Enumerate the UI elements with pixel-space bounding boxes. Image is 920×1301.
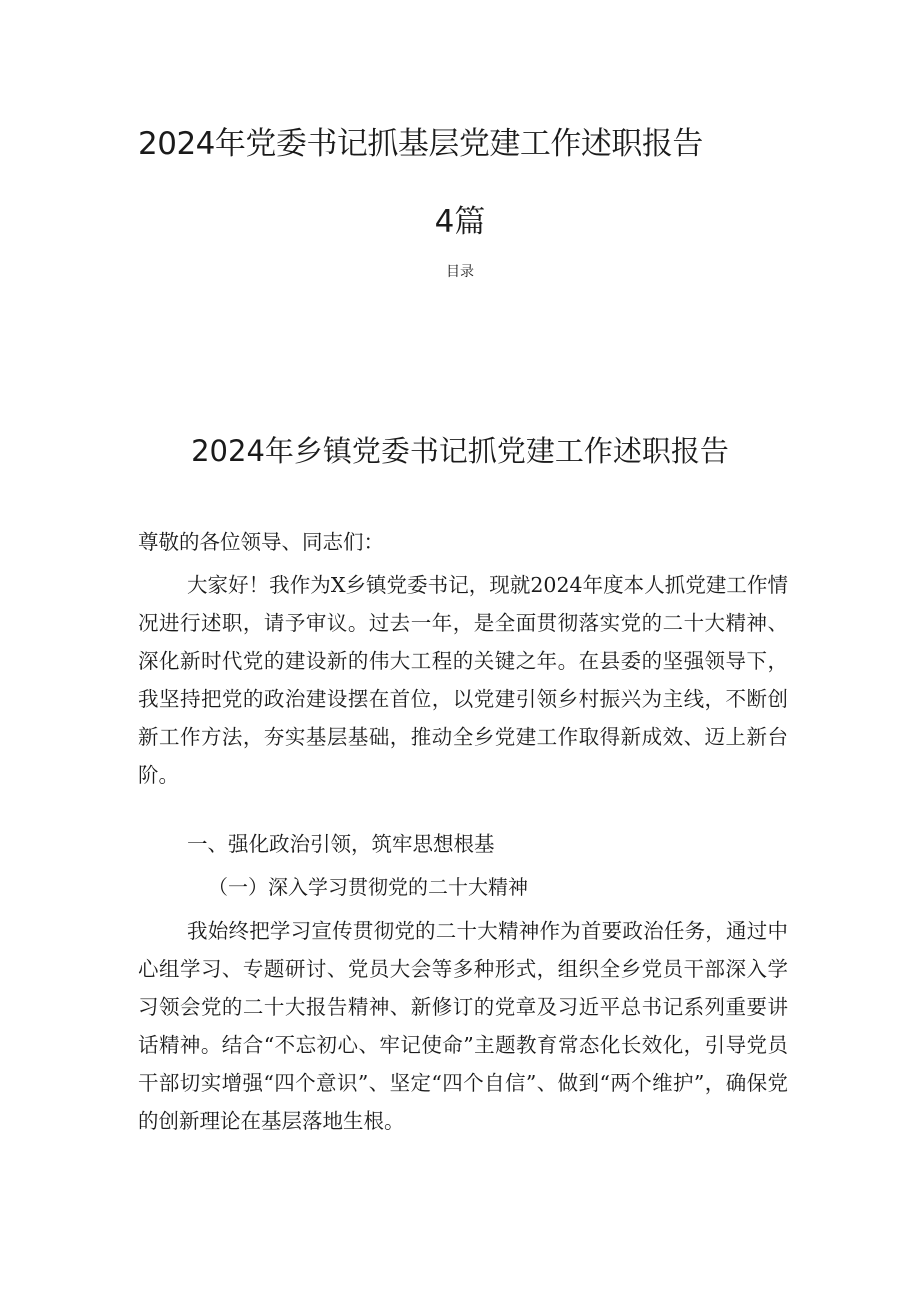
section-heading: 一、强化政治引领，筑牢思想根基 bbox=[187, 832, 495, 856]
table-of-contents-label: 目录 bbox=[446, 264, 474, 280]
subsection-heading: （一）深入学习贯彻党的二十大精神 bbox=[208, 875, 528, 899]
document-title-count: 4篇 bbox=[434, 204, 486, 240]
salutation: 尊敬的各位领导、同志们： bbox=[138, 530, 384, 554]
document-title: 2024年党委书记抓基层党建工作述职报告 bbox=[138, 126, 703, 162]
intro-paragraph: 大家好！我作为X乡镇党委书记，现就2024年度本人抓党建工作情况进行述职，请予审议。过去一年，是全面贯彻落实党的二十大精神、深化新时代党的建设新的伟大工程的关键之年。在县委的坚强领导下，我坚持把党的政治建设摆在首位，以党建引领乡村振兴为主线，不断创新工作方法，夯实基层基础，推动全乡党建工作取得新成效、迈上新台阶。 bbox=[138, 573, 788, 787]
report-title: 2024年乡镇党委书记抓党建工作述职报告 bbox=[191, 434, 729, 468]
subsection-paragraph: 我始终把学习宣传贯彻党的二十大精神作为首要政治任务，通过中心组学习、专题研讨、党员大会等多种形式，组织全乡党员干部深入学习领会党的二十大报告精神、新修订的党章及习近平总书记系列重要讲话精神。结合“不忘初心、牢记使命”主题教育常态化长效化，引导党员干部切实增强“四个意识”、坚定“四个自信”、做到“两个维护”，确保党的创新理论在基层落地生根。 bbox=[138, 919, 788, 1133]
